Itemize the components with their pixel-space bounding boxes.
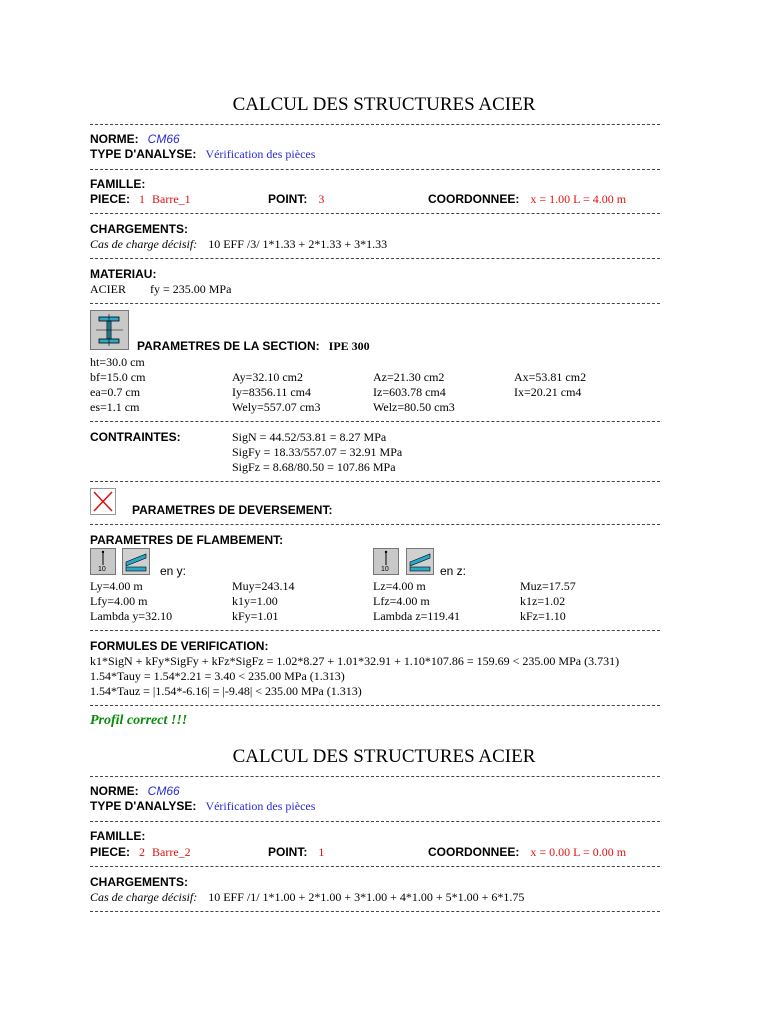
section-prop: Ay=32.10 cm2: [232, 370, 303, 384]
coord-label: COORDONNEE:: [428, 192, 520, 206]
materiau-fy: fy = 235.00 MPa: [150, 282, 232, 296]
separator: [90, 421, 660, 422]
analyse-row: [90, 799, 315, 813]
section-prop: Ix=20.21 cm4: [514, 385, 582, 399]
separator: [90, 524, 660, 525]
chargements-label: CHARGEMENTS:: [90, 222, 188, 236]
famille-label: FAMILLE:: [90, 177, 146, 191]
separator: [90, 303, 660, 304]
coord-label: COORDONNEE:: [428, 845, 520, 859]
flamb-param: Muz=17.57: [520, 579, 576, 593]
flamb-param: Muy=243.14: [232, 579, 295, 593]
analyse-row: [90, 147, 315, 161]
deversement-label: PARAMETRES DE DEVERSEMENT:: [132, 503, 333, 517]
section-name: IPE 300: [328, 339, 370, 353]
piece-row: [90, 845, 191, 859]
separator: [90, 124, 660, 125]
buckling-column-icon[interactable]: [373, 548, 399, 575]
buckle-icon-text: 10: [98, 566, 106, 573]
buckling-bracing-icon[interactable]: [122, 548, 150, 575]
section-prop: Iy=8356.11 cm4: [232, 385, 311, 399]
flamb-param: k1y=1.00: [232, 594, 278, 608]
materiau-name: ACIER: [90, 282, 126, 296]
en-y-label: en y:: [160, 564, 187, 578]
charge-case-label: Cas de charge décisif:: [90, 237, 198, 251]
piece-label: PIECE:: [90, 845, 131, 859]
contrainte-line: SigN = 44.52/53.81 = 8.27 MPa: [232, 430, 387, 444]
norme-row: [90, 132, 180, 146]
separator: [90, 630, 660, 631]
contrainte-line: SigFy = 18.33/557.07 = 32.91 MPa: [232, 445, 403, 459]
ibeam-section-icon[interactable]: [90, 310, 129, 350]
norme-row: [90, 784, 180, 798]
materiau-label: MATERIAU:: [90, 267, 157, 281]
coord-value: x = 1.00 L = 4.00 m: [530, 192, 627, 206]
flamb-param: Lz=4.00 m: [373, 579, 426, 593]
charge-case-value: 10 EFF /3/ 1*1.33 + 2*1.33 + 3*1.33: [208, 237, 388, 251]
buckling-bracing-icon[interactable]: [406, 548, 434, 575]
analyse-value: Vérification des pièces: [205, 799, 316, 813]
analyse-label: TYPE D'ANALYSE:: [90, 799, 197, 813]
flamb-param: Lambda y=32.10: [90, 609, 173, 623]
charge-case-row: [90, 890, 524, 904]
norme-value: CM66: [147, 132, 180, 146]
piece-number: 1: [139, 192, 146, 206]
famille-label: FAMILLE:: [90, 829, 146, 843]
buckle-icon-text: 10: [381, 566, 389, 573]
section-prop: Welz=80.50 cm3: [373, 400, 455, 414]
point-value: 1: [318, 845, 325, 859]
charge-case-value: 10 EFF /1/ 1*1.00 + 2*1.00 + 3*1.00 + 4*1.00 + 5*1.00 + 6*1.75: [208, 890, 525, 904]
separator: [90, 821, 660, 822]
flamb-param: k1z=1.02: [520, 594, 566, 608]
point-label: POINT:: [268, 845, 308, 859]
flambement-label: PARAMETRES DE FLAMBEMENT:: [90, 533, 284, 547]
disabled-cross-icon[interactable]: [90, 488, 116, 515]
piece-label: PIECE:: [90, 192, 131, 206]
separator: [90, 481, 660, 482]
piece-name: Barre_1: [152, 192, 191, 206]
section-prop: bf=15.0 cm: [90, 370, 146, 384]
separator: [90, 866, 660, 867]
flamb-param: kFy=1.01: [232, 609, 279, 623]
piece-row: [90, 192, 191, 206]
section-label: PARAMETRES DE LA SECTION:: [137, 339, 320, 353]
separator: [90, 258, 660, 259]
piece-name: Barre_2: [152, 845, 191, 859]
flamb-param: Lambda z=119.41: [373, 609, 460, 623]
separator: [90, 705, 660, 706]
en-z-label: en z:: [440, 564, 467, 578]
analyse-label: TYPE D'ANALYSE:: [90, 147, 197, 161]
point-value: 3: [318, 192, 325, 206]
coord-value: x = 0.00 L = 0.00 m: [530, 845, 627, 859]
separator: [90, 213, 660, 214]
charge-case-label: Cas de charge décisif:: [90, 890, 198, 904]
flamb-param: Lfz=4.00 m: [373, 594, 430, 608]
norme-value: CM66: [147, 784, 180, 798]
section-prop: Iz=603.78 cm4: [373, 385, 446, 399]
point-row: [268, 845, 324, 859]
formule-line: 1.54*Tauy = 1.54*2.21 = 3.40 < 235.00 MPa (1.313): [90, 669, 345, 683]
flamb-param: kFz=1.10: [520, 609, 566, 623]
point-label: POINT:: [268, 192, 308, 206]
section-prop: ea=0.7 cm: [90, 385, 141, 399]
norme-label: NORME:: [90, 132, 139, 146]
norme-label: NORME:: [90, 784, 139, 798]
section-prop: es=1.1 cm: [90, 400, 140, 414]
formule-line: k1*SigN + kFy*SigFy + kFz*SigFz = 1.02*8.27 + 1.01*32.91 + 1.10*107.86 = 159.69 < 235.00 MPa (3.731): [90, 654, 620, 668]
section-prop: Az=21.30 cm2: [373, 370, 445, 384]
section-prop: ht=30.0 cm: [90, 355, 145, 369]
point-row: [268, 192, 324, 206]
contraintes-label: CONTRAINTES:: [90, 430, 181, 444]
section-prop: Wely=557.07 cm3: [232, 400, 321, 414]
coord-row: [428, 192, 626, 206]
result-status: Profil correct !!!: [90, 713, 188, 728]
report-title: CALCUL DES STRUCTURES ACIER: [232, 94, 536, 115]
section-prop: Ax=53.81 cm2: [514, 370, 587, 384]
formule-line: 1.54*Tauz = |1.54*-6.16| = |-9.48| < 235.00 MPa (1.313): [90, 684, 362, 698]
separator: [90, 776, 660, 777]
separator: [90, 911, 660, 912]
flamb-param: Lfy=4.00 m: [90, 594, 148, 608]
report-title: CALCUL DES STRUCTURES ACIER: [232, 746, 536, 767]
chargements-label: CHARGEMENTS:: [90, 875, 188, 889]
formules-label: FORMULES DE VERIFICATION:: [90, 639, 269, 653]
separator: [90, 169, 660, 170]
analyse-value: Vérification des pièces: [205, 147, 316, 161]
piece-number: 2: [139, 845, 146, 859]
coord-row: [428, 845, 626, 859]
buckling-column-icon[interactable]: [90, 548, 116, 575]
flamb-param: Ly=4.00 m: [90, 579, 143, 593]
charge-case-row: [90, 237, 387, 251]
contrainte-line: SigFz = 8.68/80.50 = 107.86 MPa: [232, 460, 396, 474]
section-row: [137, 339, 370, 353]
